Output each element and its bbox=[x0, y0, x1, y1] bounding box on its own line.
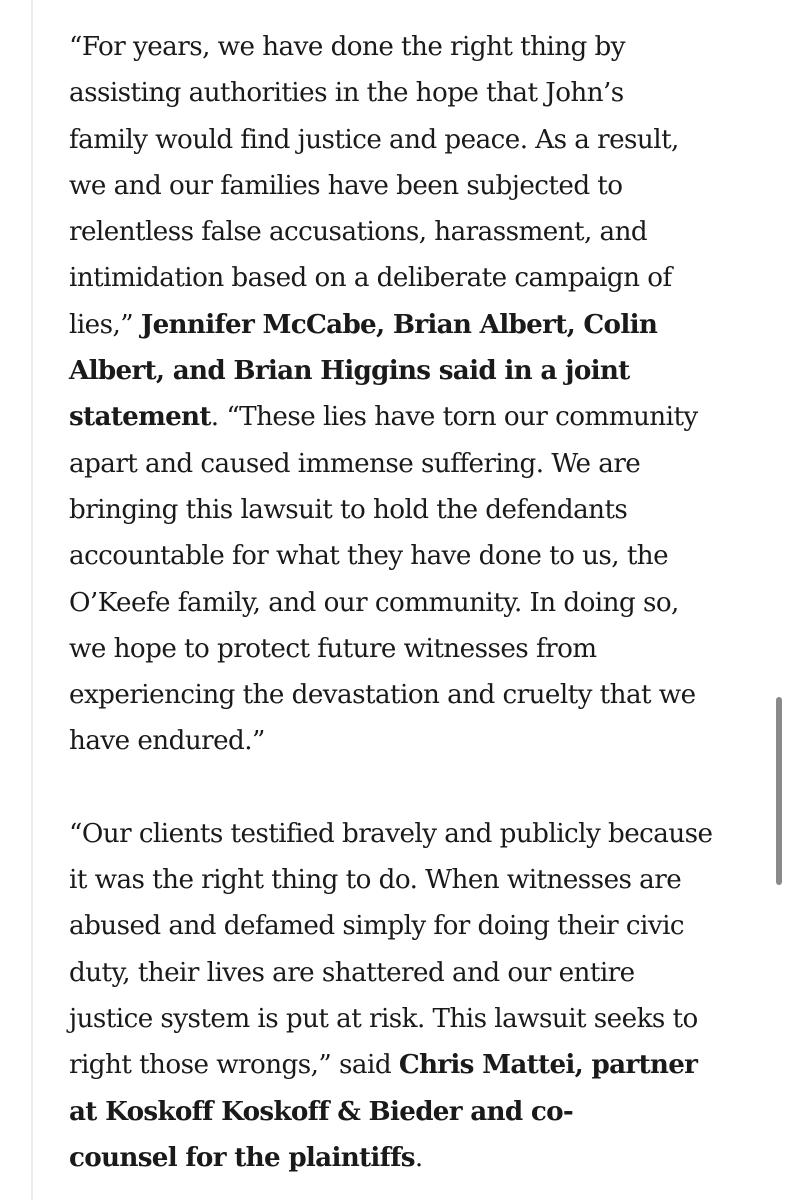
paragraph-spacer bbox=[69, 765, 749, 811]
text-line: abused and defamed simply for doing their civic bbox=[69, 911, 685, 942]
text-line: bringing this lawsuit to hold the defendants bbox=[69, 494, 628, 525]
quote-paragraph-mccabe bbox=[69, 24, 749, 765]
text-run: right those wrongs,” said bbox=[69, 1050, 399, 1081]
text-line: O’Keefe family, and our community. In doing so, bbox=[69, 587, 679, 618]
speaker-attribution-bold: counsel for the plaintiffs bbox=[69, 1141, 415, 1173]
text-line: “For years, we have done the right thing by bbox=[69, 32, 626, 62]
text-line: duty, their lives are shattered and our entire bbox=[69, 957, 635, 988]
text-run: lies,” bbox=[69, 309, 141, 340]
quote-paragraph-mattei bbox=[69, 811, 749, 1181]
text-line: apart and caused immense suffering. We are bbox=[69, 448, 641, 479]
text-line: assisting authorities in the hope that John’s bbox=[69, 78, 624, 109]
text-line: experiencing the devastation and cruelty that we bbox=[69, 680, 696, 711]
text-line: have endured.” bbox=[69, 726, 265, 757]
text-line: we hope to protect future witnesses from bbox=[69, 633, 597, 664]
text-line bbox=[69, 302, 749, 348]
text-line bbox=[69, 1135, 749, 1181]
speaker-attribution-bold: at Koskoff Koskoff & Bieder and co- bbox=[69, 1095, 574, 1127]
text-line: accountable for what they have done to us, the bbox=[69, 541, 669, 572]
text-line: intimidation based on a deliberate campaign of bbox=[69, 263, 672, 294]
text-run: . “These lies have torn our community bbox=[210, 402, 698, 433]
speaker-attribution-bold: statement bbox=[69, 401, 211, 433]
speaker-attribution-bold: Albert, and Brian Higgins said in a joint bbox=[69, 355, 630, 387]
text-line: “Our clients testified bravely and publicly because bbox=[69, 818, 713, 849]
speaker-attribution-bold: Jennifer McCabe, Brian Albert, Colin bbox=[140, 308, 658, 340]
vertical-scrollbar-thumb[interactable] bbox=[776, 697, 782, 885]
left-margin-rule bbox=[31, 0, 33, 1200]
text-line: justice system is put at risk. This lawsuit seeks to bbox=[69, 1003, 698, 1034]
text-line bbox=[69, 394, 749, 440]
text-line: it was the right thing to do. When witnesses are bbox=[69, 865, 682, 896]
text-line bbox=[69, 1042, 749, 1088]
text-line: we and our families have been subjected to bbox=[69, 170, 623, 201]
text-line: relentless false accusations, harassment, and bbox=[69, 217, 648, 248]
speaker-attribution-bold: Chris Mattei, partner bbox=[398, 1049, 698, 1081]
text-run: . bbox=[414, 1142, 423, 1173]
text-line: family would find justice and peace. As a result, bbox=[69, 124, 679, 155]
article-body bbox=[69, 24, 749, 1181]
